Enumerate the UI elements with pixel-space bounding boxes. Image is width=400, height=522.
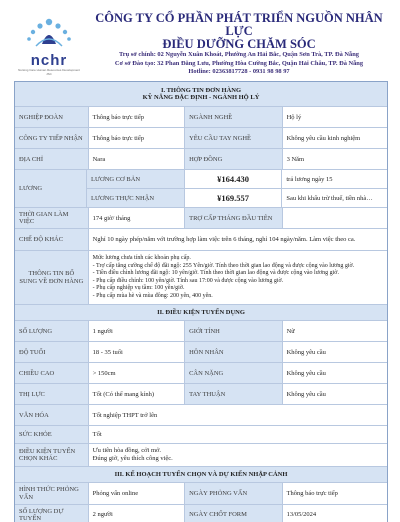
nganh-nghe-value: Hộ lý (282, 107, 387, 127)
table-row (15, 207, 387, 228)
bo-sung-line: Mức lương chưa tính các khoản phụ cấp. (92, 255, 191, 261)
van-hoa-label: VĂN HÓA (15, 405, 88, 425)
section1-title-line1: I. THÔNG TIN ĐƠN HÀNG (160, 87, 242, 94)
nghiep-doan-value: Thông báo trực tiếp (88, 107, 184, 127)
table-row (15, 228, 387, 250)
luong-thuc-nhan-label: LƯƠNG THỰC NHẬN (87, 189, 184, 207)
gioi-tinh-label: GIỚI TÍNH (184, 321, 281, 341)
hotline: Hotline: 02363817728 - 0931 98 98 97 (188, 68, 290, 75)
hinh-thuc-value: Phỏng vấn online (88, 483, 184, 504)
bo-sung-value (88, 251, 387, 304)
ngay-pv-value: Thông báo trực tiếp (282, 483, 387, 504)
dieu-kien-line: Ưu tiên hòa đồng, cởi mở. (92, 447, 162, 455)
company-header (0, 0, 400, 78)
table-row (15, 148, 387, 169)
so-luong-value: 1 người (88, 321, 184, 341)
table-row (15, 127, 387, 148)
section2-header-row (15, 304, 387, 320)
table-row (15, 404, 387, 425)
tay-thuan-label: TAY THUẬN (184, 384, 281, 404)
address-main: Trụ sở chính: 02 Nguyễn Xuân Khoát, Phường An Hải Bắc, Quận Sơn Trà, TP. Đà Nẵng (119, 51, 359, 58)
thi-luc-label: THỊ LỰC (15, 384, 88, 404)
dieu-kien-line: Đúng giờ, yêu thích công việc. (92, 455, 173, 462)
section2-title: II. ĐIỀU KIỆN TUYỂN DỤNG (15, 305, 387, 320)
table-row (15, 106, 387, 127)
address-training: Cơ sở Đào tạo: 32 Phan Đăng Lưu, Phường Hòa Cường Bắc, Quận Hải Châu, TP. Đà Nẵng (114, 59, 364, 67)
dieu-kien-label: ĐIỀU KIỆN TUYỂN CHỌN KHÁC (15, 444, 88, 466)
bo-sung-line: - Phụ cấp điều chỉnh: 100 yên/giờ. Tính sau 17:00 và được cộng vào lương giờ. (92, 277, 284, 284)
can-nang-label: CÂN NẶNG (184, 363, 281, 383)
thoi-gian-value: 174 giờ/ tháng (88, 208, 184, 228)
suc-khoe-label: SỨC KHỎE (15, 426, 88, 443)
salary-rows (86, 170, 387, 207)
bo-sung-label: THÔNG TIN BỔ SUNG VỀ ĐƠN HÀNG (15, 251, 88, 304)
hop-dong-label: HỢP ĐỒNG (184, 149, 281, 169)
section1-title-line2: KỸ NĂNG ĐẶC ĐỊNH - NGÀNH HỘ LÝ (142, 94, 260, 101)
chieu-cao-value: > 150cm (88, 363, 184, 383)
suc-khoe-value: Tốt (88, 426, 387, 443)
order-form (14, 81, 388, 522)
table-row (87, 170, 387, 188)
dia-chi-value: Nara (88, 149, 184, 169)
company-name-line1: CÔNG TY CỔ PHẦN PHÁT TRIỂN NGUỒN NHÂN LỰC (95, 11, 383, 38)
logo-people-icon (18, 14, 80, 54)
company-name-line2: ĐIỀU DƯỠNG CHĂM SÓC (162, 37, 316, 51)
table-row (15, 320, 387, 341)
table-row (15, 383, 387, 404)
gioi-tinh-value: Nữ (282, 321, 387, 341)
cong-ty-value: Thông báo trực tiếp (88, 128, 184, 148)
bo-sung-line: - Phụ cấp nghiệp vụ tầm: 100 yên/giờ. (92, 285, 185, 291)
logo-tagline: Nursing Care Human Resources Development JSC (18, 68, 80, 76)
do-tuoi-value: 18 - 35 tuổi (88, 342, 184, 362)
luong-co-ban-value: ¥164.430 (184, 170, 282, 188)
can-nang-value: Không yêu cầu (282, 363, 387, 383)
che-do-value: Nghỉ 10 ngày phép/năm với trường hợp làm việc trên 6 tháng, nghỉ 104 ngày/năm. Làm việc theo ca. (88, 229, 387, 250)
ngay-chot-value: 13/05/2024 (282, 505, 387, 522)
tro-cap-label: TRỢ CẤP THÁNG ĐẦU TIÊN (184, 208, 281, 228)
tay-nghe-value: Không yêu cầu kinh nghiệm (282, 128, 387, 148)
luong-co-ban-label: LƯƠNG CƠ BẢN (87, 170, 184, 188)
hinh-thuc-label: HÌNH THỨC PHỎNG VẤN (15, 483, 88, 504)
table-row (15, 425, 387, 443)
so-luong-du-tuyen-label: SỐ LƯỢNG DỰ TUYỂN (15, 505, 88, 522)
salary-block (15, 169, 387, 207)
ngay-pv-label: NGÀY PHỎNG VẤN (184, 483, 281, 504)
section3-title: III. KẾ HOẠCH TUYỂN CHỌN VÀ DỰ KIẾN NHẬP CẢNH (15, 467, 387, 482)
hop-dong-value: 3 Năm (282, 149, 387, 169)
luong-thuc-nhan-value: ¥169.557 (184, 189, 282, 207)
table-row (15, 341, 387, 362)
table-row (15, 443, 387, 466)
thi-luc-value: Tốt (Có thể mang kính) (88, 384, 184, 404)
table-row (15, 504, 387, 522)
section1-header-row (15, 82, 387, 106)
cong-ty-label: CÔNG TY TIẾP NHẬN (15, 128, 88, 148)
company-info (86, 12, 392, 77)
hon-nhan-label: HÔN NHÂN (184, 342, 281, 362)
table-row (15, 482, 387, 504)
dieu-kien-value (88, 444, 387, 466)
logo-text: nchr (30, 52, 68, 69)
table-row (15, 362, 387, 383)
luong-thuc-nhan-note: Sau khi khấu trừ thuế, tiền nhà… (281, 189, 387, 207)
bo-sung-line: - Tiền điều chỉnh lương đãi ngộ: 10 yên/giờ. Tính theo thời gian lao động và được cộng vào lương giờ. (92, 270, 339, 276)
che-do-label: CHẾ ĐỘ KHÁC (15, 229, 88, 250)
nganh-nghe-label: NGÀNH NGHỀ (184, 107, 281, 127)
luong-label: LƯƠNG (15, 170, 86, 207)
ngay-chot-label: NGÀY CHỐT FORM (184, 505, 281, 522)
company-logo (18, 14, 80, 76)
van-hoa-value: Tốt nghiệp THPT trở lên (88, 405, 387, 425)
tay-nghe-label: YÊU CẦU TAY NGHỀ (184, 128, 281, 148)
section1-title (15, 82, 387, 106)
dia-chi-label: ĐỊA CHỈ (15, 149, 88, 169)
bo-sung-line: - Phụ cấp mùa hè và mùa đông: 200 yên, 400 yên. (92, 292, 213, 299)
tro-cap-value (282, 208, 387, 228)
so-luong-du-tuyen-value: 2 người (88, 505, 184, 522)
do-tuoi-label: ĐỘ TUỔI (15, 342, 88, 362)
hon-nhan-value: Không yêu cầu (282, 342, 387, 362)
section3-header-row (15, 466, 387, 482)
bo-sung-line: - Trợ cấp tăng cường chế độ đãi ngộ: 255 Yên/giờ. Tính theo thời gian lao động và được cộng vào lương giờ. (92, 262, 355, 269)
chieu-cao-label: CHIỀU CAO (15, 363, 88, 383)
so-luong-label: SỐ LƯỢNG (15, 321, 88, 341)
tay-thuan-value: Không yêu cầu (282, 384, 387, 404)
luong-co-ban-note: trả lương ngày 15 (281, 170, 387, 188)
thoi-gian-label: THỜI GIAN LÀM VIỆC (15, 208, 88, 228)
nghiep-doan-label: NGHIỆP ĐOÀN (15, 107, 88, 127)
table-row (87, 188, 387, 207)
table-row (15, 250, 387, 304)
